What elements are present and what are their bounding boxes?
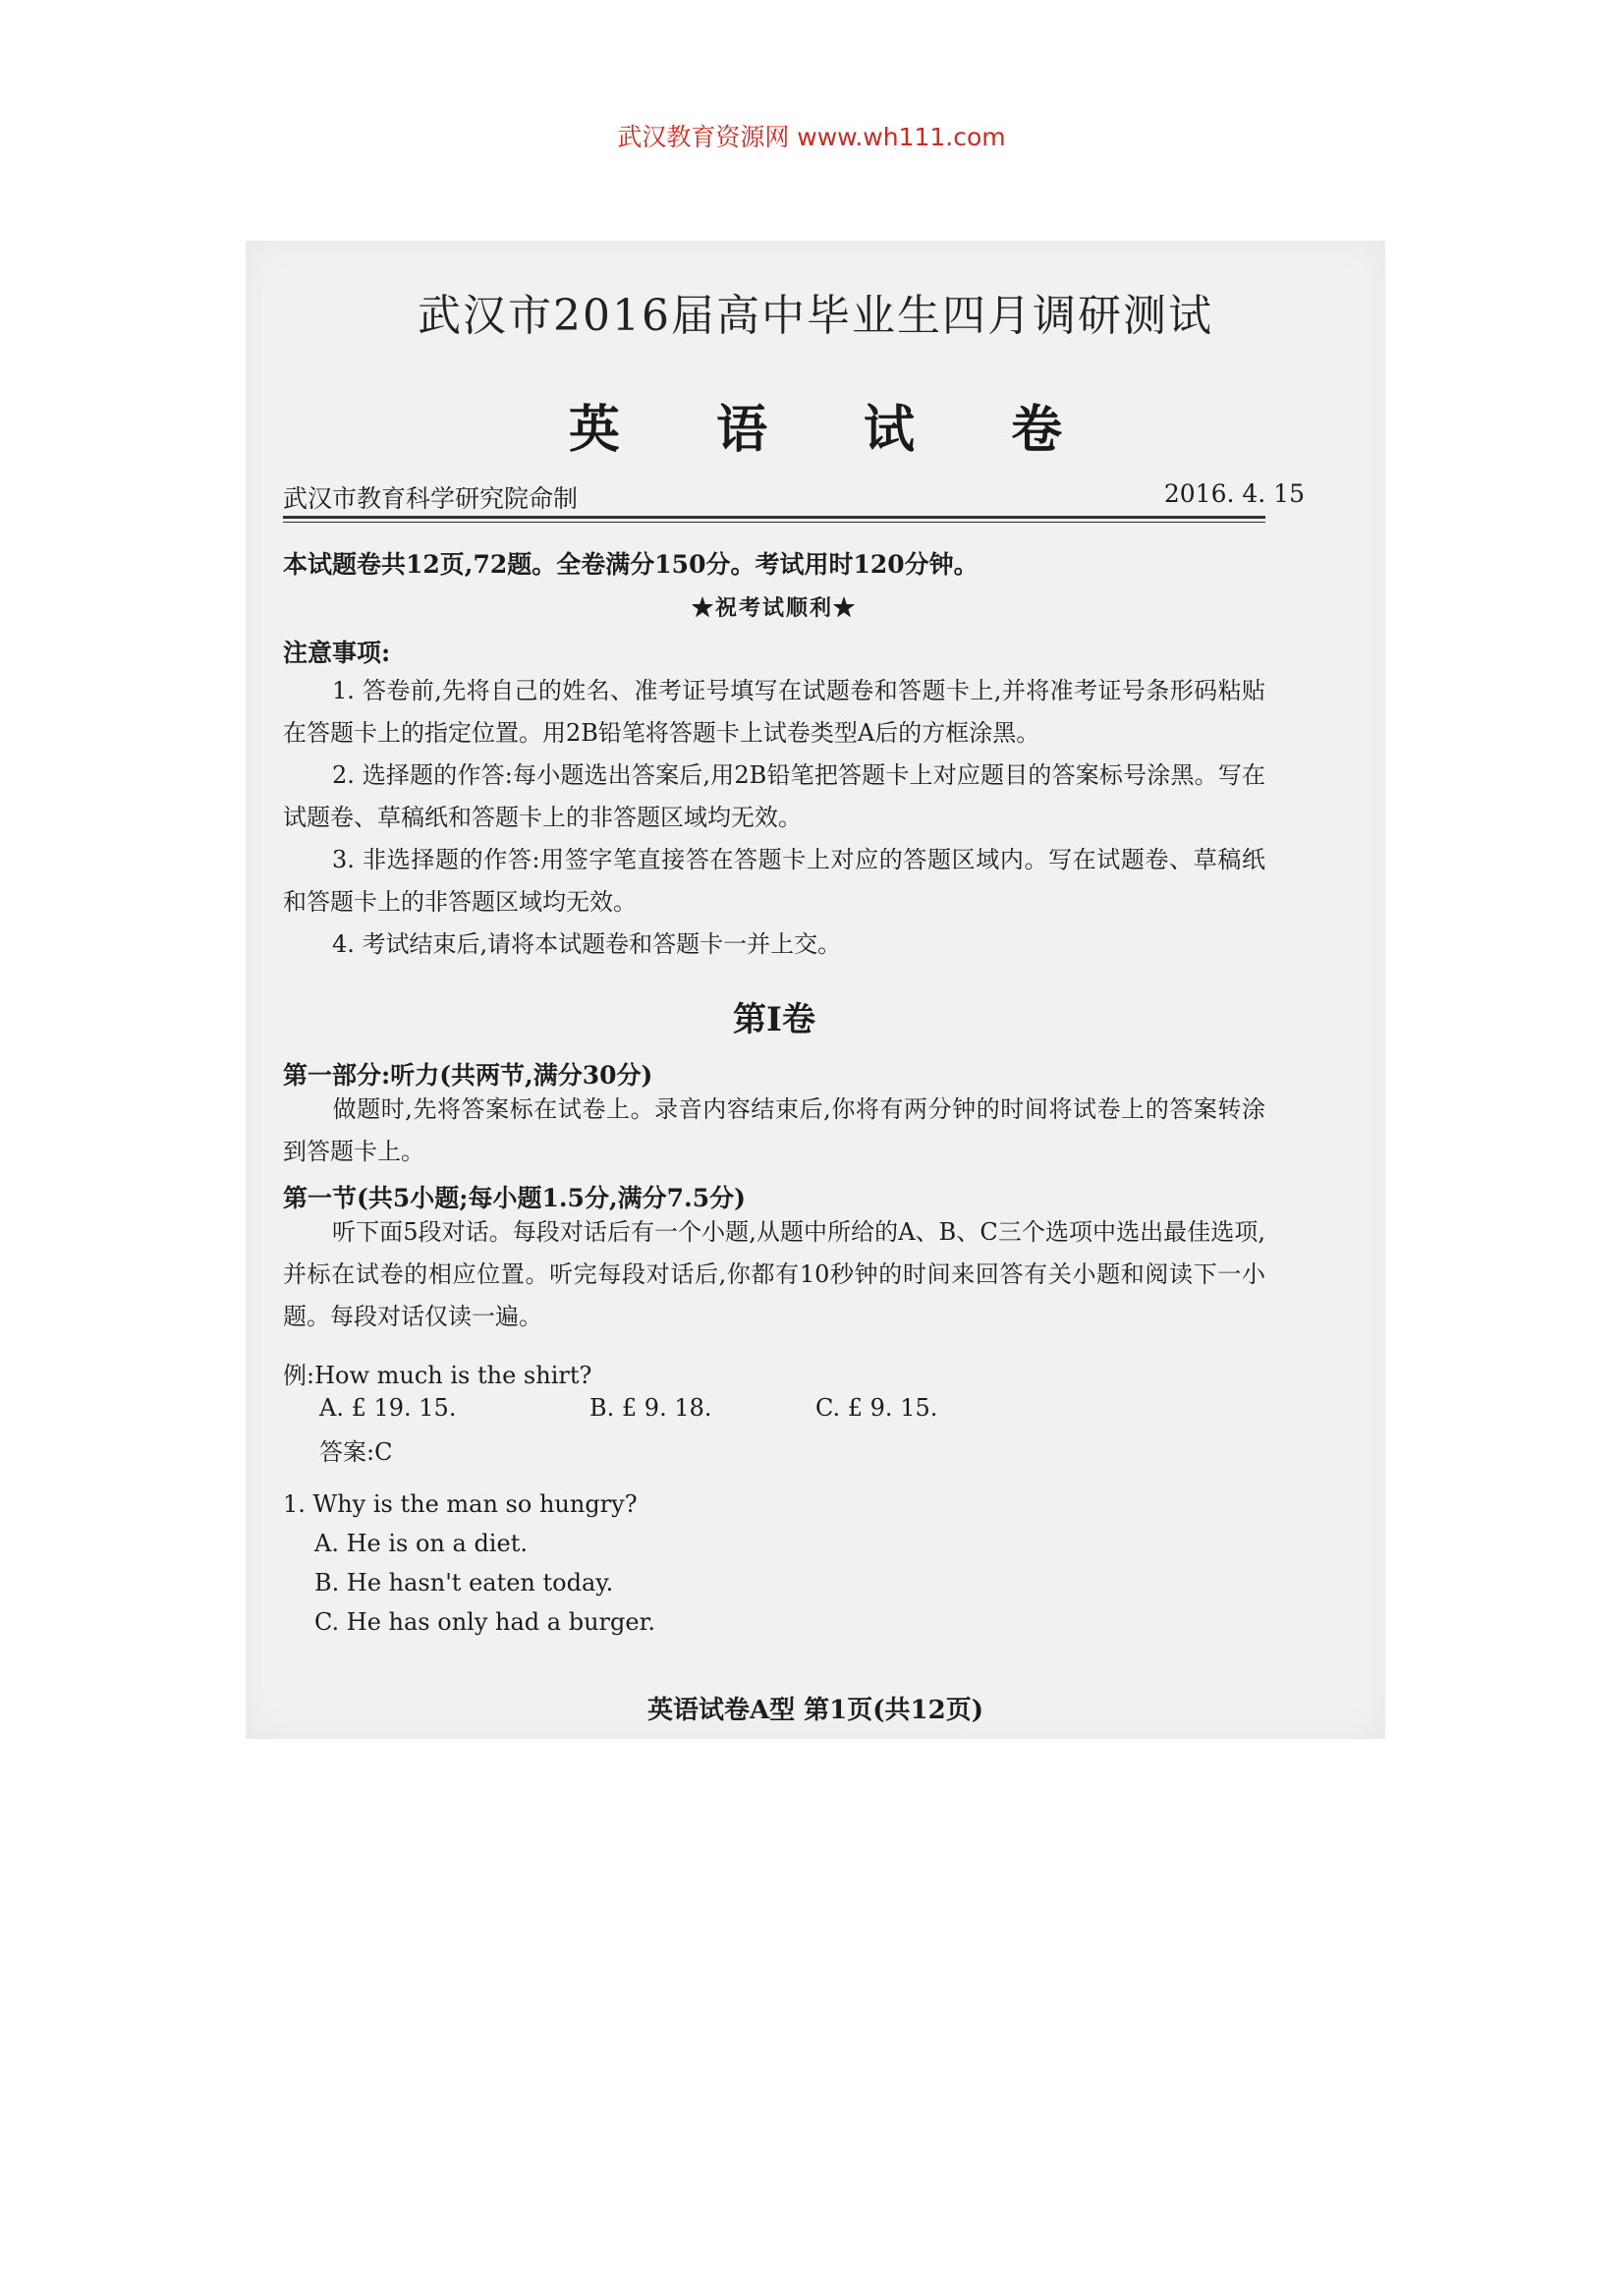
issuer-text: 武汉市教育科学研究院命制 [283,484,579,513]
example-answer: 答案:C [319,1438,393,1466]
part1-instruction [283,1089,1265,1173]
exam-summary: 本试题卷共12页,72题。全卷满分150分。考试用时120分钟。 [283,550,979,579]
header-rule-thin [283,522,1265,523]
section-title: 第Ⅰ卷 [733,1000,815,1039]
example-option-c: C. £ 9. 15. [815,1394,938,1422]
notice-item [283,839,1265,924]
scanned-exam-page [246,241,1385,1739]
question-1-option-c: C. He has only had a burger. [314,1608,656,1636]
example-option-a: A. £ 19. 15. [319,1394,457,1422]
example-question: 例:How much is the shirt? [283,1362,592,1389]
notice-item-text: 1. 答卷前,先将自己的姓名、准考证号填写在试题卷和答题卡上,并将准考证号条形码粘贴在答题卡上的指定位置。用2B铅笔将答题卡上试卷类型A后的方框涂黑。 [283,677,1265,747]
good-luck-banner: ★祝考试顺利★ [691,595,857,621]
notice-item-text: 4. 考试结束后,请将本试题卷和答题卡一并上交。 [332,930,842,958]
section1-instruction-text: 听下面5段对话。每段对话后有一个小题,从题中所给的A、B、C三个选项中选出最佳选项,并标在试卷的相应位置。听完每段对话后,你都有10秒钟的时间来回答有关小题和阅读下一小题。每段对话仅读一遍。 [283,1218,1265,1330]
part1-heading: 第一部分:听力(共两节,满分30分) [283,1061,653,1090]
notice-item [283,670,1265,755]
question-1-option-b: B. He hasn't eaten today. [314,1569,614,1596]
exam-date: 2016. 4. 15 [1163,479,1305,508]
example-option-b: B. £ 9. 18. [589,1394,712,1422]
page-footer: 英语试卷A型 第1页(共12页) [646,1696,984,1725]
exam-title: 武汉市2016届高中毕业生四月调研测试 [418,291,1213,341]
section1-heading: 第一节(共5小题;每小题1.5分,满分7.5分) [283,1184,746,1212]
notice-item [283,755,1265,839]
header-rule-thick [283,516,1265,519]
question-1: 1. Why is the man so hungry? [283,1490,638,1518]
question-1-option-a: A. He is on a diet. [314,1530,528,1557]
section1-instruction [283,1211,1265,1338]
site-header-link[interactable]: 武汉教育资源网 www.wh111.com [617,123,1006,151]
part1-instruction-text: 做题时,先将答案标在试卷上。录音内容结束后,你将有两分钟的时间将试卷上的答案转涂到答题卡上。 [283,1095,1265,1165]
notice-item-text: 3. 非选择题的作答:用签字笔直接答在答题卡上对应的答题区域内。写在试题卷、草稿纸和答题卡上的非答题区域均无效。 [283,846,1265,916]
notice-heading: 注意事项: [283,639,391,667]
notice-item [283,924,1265,966]
subject-title: 英 语 试 卷 [568,400,1102,460]
notice-item-text: 2. 选择题的作答:每小题选出答案后,用2B铅笔把答题卡上对应题目的答案标号涂黑。写在试题卷、草稿纸和答题卡上的非答题区域均无效。 [283,761,1265,831]
